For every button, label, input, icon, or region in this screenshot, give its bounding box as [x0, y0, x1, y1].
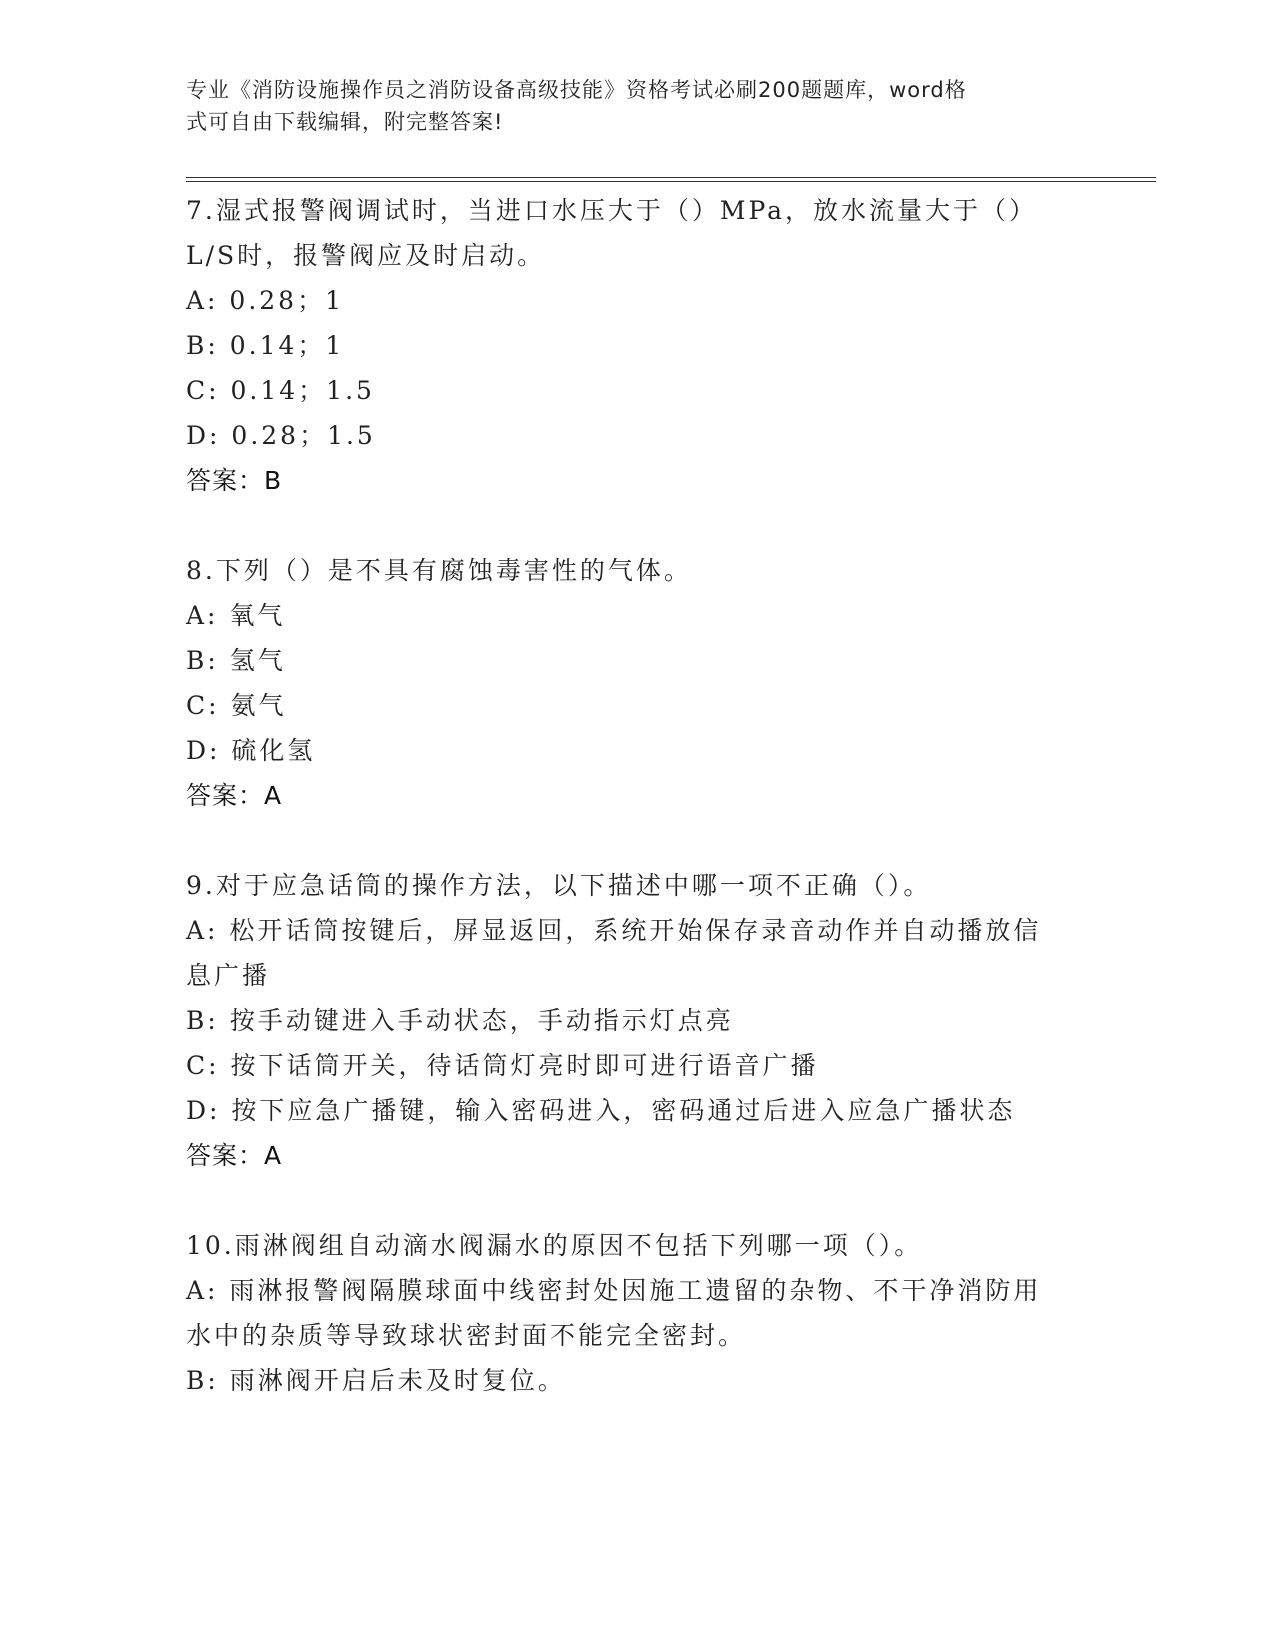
option-b: B: 0.14；1: [186, 331, 345, 360]
question-7: [186, 188, 1086, 503]
question-9: [186, 863, 1086, 1178]
option-c: C: 氨气: [186, 691, 287, 720]
answer: 答案：A: [186, 1141, 283, 1170]
option-c: C: 0.14；1.5: [186, 376, 375, 405]
question-8: [186, 548, 1086, 818]
option-b: B: 按手动键进入手动状态，手动指示灯点亮: [186, 1006, 734, 1035]
option-d: D: 硫化氢: [186, 736, 316, 765]
option-a: A: 松开话筒按键后，屏显返回，系统开始保存录音动作并自动播放信: [186, 916, 1042, 945]
answer: 答案：A: [186, 781, 283, 810]
header-line-1: 专业《消防设施操作员之消防设备高级技能》资格考试必刷200题题库，word格: [186, 78, 967, 102]
question-stem: 9.对于应急话筒的操作方法，以下描述中哪一项不正确（）。: [186, 871, 932, 900]
header-divider: [186, 177, 1156, 182]
question-10: [186, 1223, 1086, 1403]
option-a: A: 氧气: [186, 601, 286, 630]
spacer: [186, 503, 1086, 548]
option-a-continued: 水中的杂质等导致球状密封面不能完全密封。: [186, 1321, 747, 1350]
option-a-continued: 息广播: [186, 961, 271, 990]
option-a: A: 0.28；1: [186, 286, 344, 315]
option-b: B: 雨淋阀开启后未及时复位。: [186, 1366, 566, 1395]
header-line-2: 式可自由下载编辑，附完整答案!: [186, 110, 504, 134]
question-stem: 7.湿式报警阀调试时，当进口水压大于（）MPa，放水流量大于（）: [186, 196, 1038, 225]
option-b: B: 氢气: [186, 646, 286, 675]
option-d: D: 按下应急广播键，输入密码进入，密码通过后进入应急广播状态: [186, 1096, 1016, 1125]
spacer: [186, 1178, 1086, 1223]
spacer: [186, 818, 1086, 863]
document-header: [186, 74, 1066, 138]
answer: 答案：B: [186, 466, 283, 495]
question-stem: 10.雨淋阀组自动滴水阀漏水的原因不包括下列哪一项（）。: [186, 1231, 923, 1260]
option-c: C: 按下话筒开关，待话筒灯亮时即可进行语音广播: [186, 1051, 819, 1080]
question-stem-continued: L/S时，报警阀应及时启动。: [186, 241, 546, 270]
question-stem: 8.下列（）是不具有腐蚀毒害性的气体。: [186, 556, 692, 585]
question-list: [186, 188, 1086, 1403]
option-d: D: 0.28；1.5: [186, 421, 376, 450]
option-a: A: 雨淋报警阀隔膜球面中线密封处因施工遗留的杂物、不干净消防用: [186, 1276, 1042, 1305]
